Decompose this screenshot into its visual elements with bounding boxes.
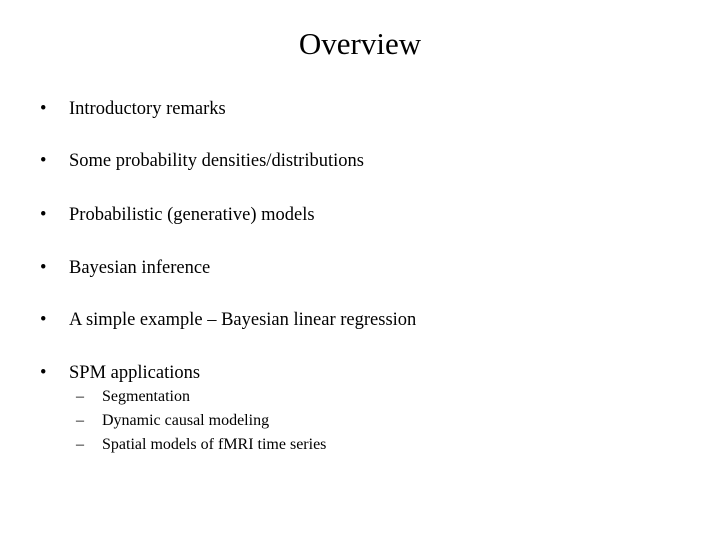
bullet-text: Some probability densities/distributions: [69, 151, 364, 171]
sub-bullet-item: [76, 411, 269, 431]
sub-bullet-marker: –: [76, 436, 84, 453]
bullet-marker: •: [40, 99, 47, 119]
bullet-marker: •: [40, 363, 47, 383]
bullet-text: Introductory remarks: [69, 99, 226, 119]
bullet-marker: •: [40, 310, 47, 330]
bullet-item: [40, 308, 416, 332]
bullet-marker: •: [40, 258, 47, 278]
slide-title: Overview: [298, 26, 422, 61]
sub-bullet-item: [76, 435, 326, 455]
bullet-item: [40, 203, 315, 227]
bullet-text: A simple example – Bayesian linear regression: [69, 310, 417, 330]
bullet-marker: •: [40, 151, 47, 171]
bullet-text: SPM applications: [69, 363, 201, 383]
bullet-text: Bayesian inference: [69, 258, 211, 278]
bullet-item: [40, 361, 200, 385]
bullet-marker: •: [40, 205, 47, 225]
sub-bullet-text: Segmentation: [102, 388, 190, 405]
bullet-item: [40, 97, 226, 121]
bullet-item: [40, 149, 364, 173]
sub-bullet-marker: –: [76, 412, 84, 429]
bullet-item: [40, 256, 210, 280]
sub-bullet-text: Spatial models of fMRI time series: [102, 436, 327, 453]
bullet-text: Probabilistic (generative) models: [69, 205, 315, 225]
sub-bullet-text: Dynamic causal modeling: [102, 412, 270, 429]
sub-bullet-item: [76, 387, 190, 407]
sub-bullet-marker: –: [76, 388, 84, 405]
